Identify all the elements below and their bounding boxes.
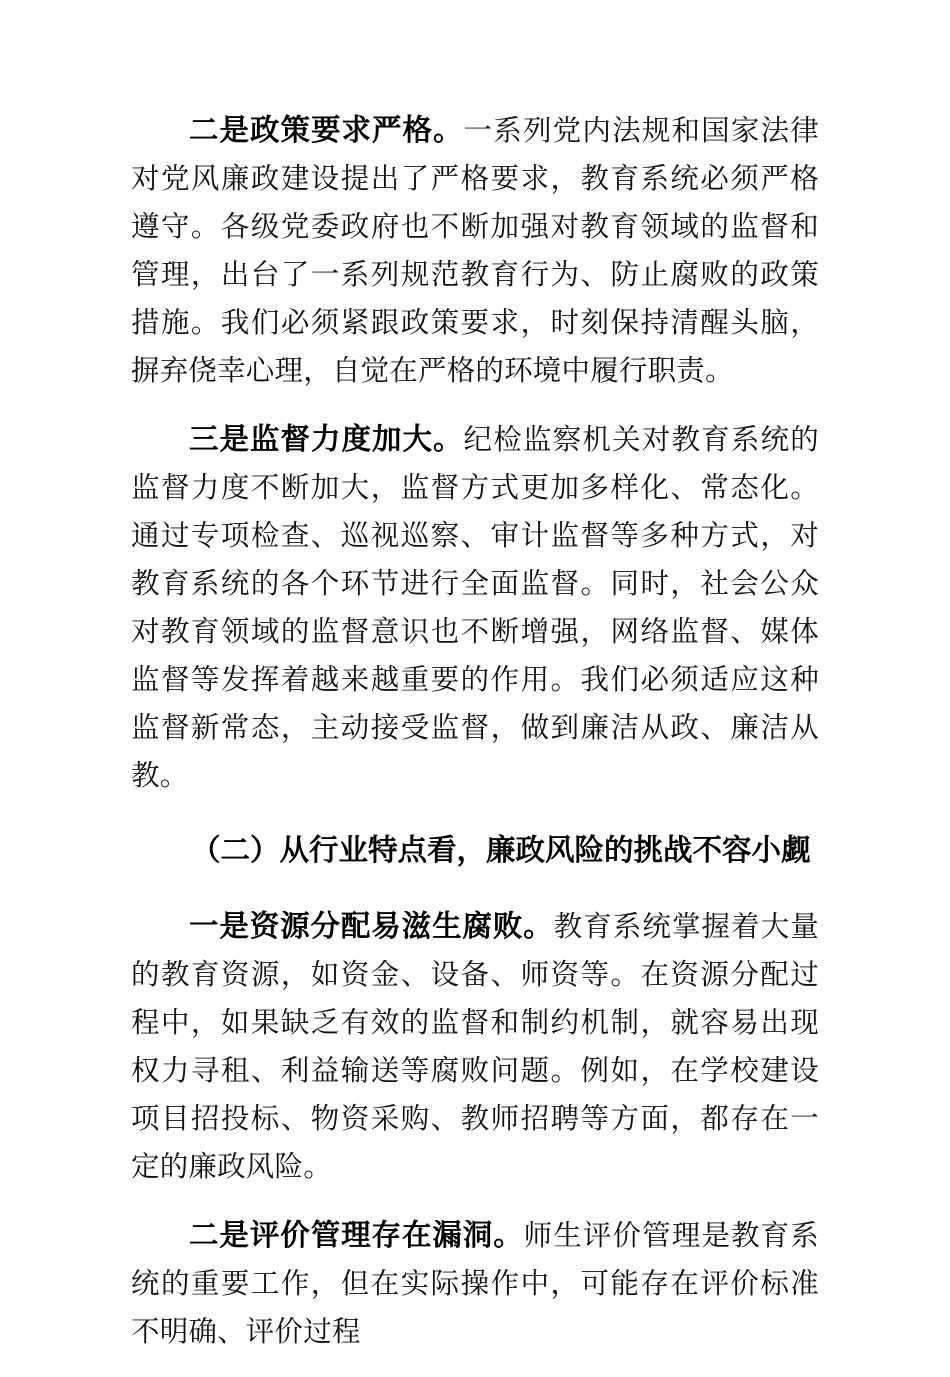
paragraph-lead-in: 一是资源分配易滋生腐败。 [189,910,554,943]
paragraph-supervision-intensity [131,416,819,801]
paragraph-lead-in: 二是政策要求严格。 [189,114,464,147]
section-heading: （二）从行业特点看，廉政风险的挑战不容小觑 [191,834,811,867]
paragraph-resource-allocation [131,903,819,1192]
paragraph-lead-in: 二是评价管理存在漏洞。 [189,1219,524,1252]
paragraph-lead-in: 三是监督力度加大。 [189,423,464,456]
paragraph-text: 教育系统掌握着大量的教育资源，如资金、设备、师资等。在资源分配过程中，如果缺乏有效的监督和制约机制，就容易出现权力寻租、利益输送等腐败问题。例如，在学校建设项目招投标、物资采购、教师招聘等方面，都存在一定的廉政风险。 [131,912,819,1183]
paragraph-evaluation-management [131,1212,819,1357]
paragraph-text: 一系列党内法规和国家法律对党风廉政建设提出了严格要求，教育系统必须严格遵守。各级党委政府也不断加强对教育领域的监督和管理，出台了一系列规范教育行为、防止腐败的政策措施。我们必须紧跟政策要求，时刻保持清醒头脑，摒弃侥幸心理，自觉在严格的环境中履行职责。 [131,116,819,387]
paragraph-text: 纪检监察机关对教育系统的监督力度不断加大，监督方式更加多样化、常态化。通过专项检查、巡视巡察、审计监督等多种方式，对教育系统的各个环节进行全面监督。同时，社会公众对教育领域的监督意识也不断增强，网络监督、媒体监督等发挥着越来越重要的作用。我们必须适应这种监督新常态，主动接受监督，做到廉洁从政、廉洁从教。 [131,425,819,792]
paragraph-policy-requirements [131,107,819,396]
document-body [131,107,819,1377]
paragraph-text: 师生评价管理是教育系统的重要工作，但在实际操作中，可能存在评价标准不明确、评价过程 [131,1221,819,1348]
